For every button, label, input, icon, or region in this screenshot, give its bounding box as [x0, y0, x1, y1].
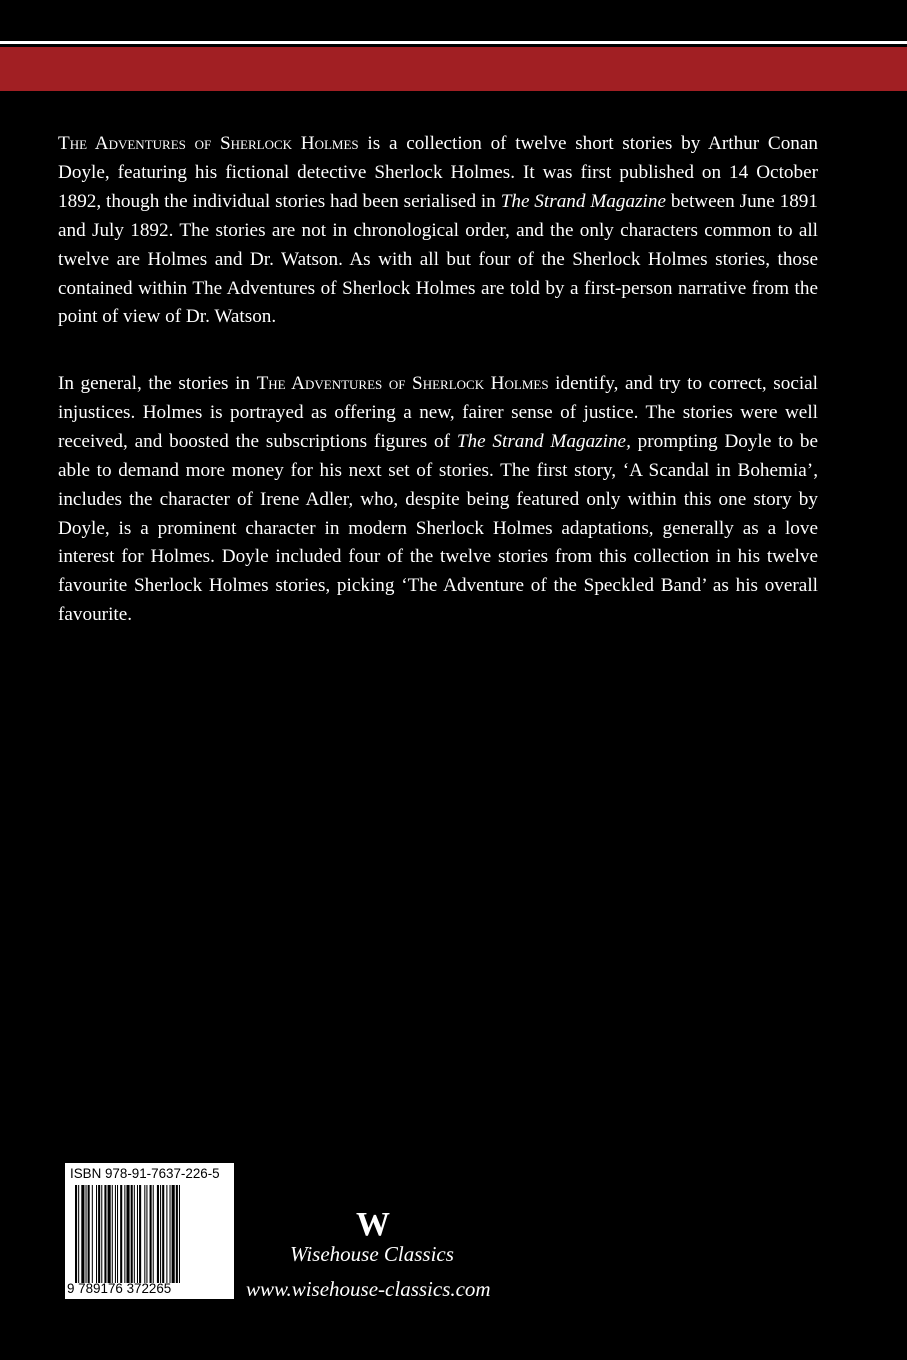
blurb-text: identify, and try to correct, social injustices. Holmes is portrayed as offering a new, fairer sense of justice. The stories were well received, and boosted the subscriptions figures of [58, 373, 819, 452]
magazine-title: The Strand Magazine [500, 190, 666, 212]
blurb-text: between June 1891 and July 1892. The stories are not in chronological order, and the only characters common to all twelve are Holmes and Dr. Watson. As with all but four of the Sherlock Holmes stories, those contained within The Adventures of Sherlock Holmes are told by a first-person narrative from the point of view of Dr. Watson. [58, 190, 818, 328]
isbn-barcode [65, 1163, 234, 1299]
logo-letter: W [356, 1206, 390, 1240]
book-title: The Adventures of Sherlock Holmes [58, 133, 359, 154]
blurb-text: prompting Doyle to be able to demand more money for his next set of stories. The first story, ‘A Scandal in Bohemia’, includes the character of Irene Adler, who, despite being featured only within this one story by Doyle, is a prominent character in modern Sherlock Holmes adaptations, generally as a love interest for Holmes. Doyle included four of the twelve stories from this collection in his twelve favourite Sherlock Holmes stories, picking ‘The Adventure of the Speckled Band’ as his overall favourite. [58, 430, 818, 626]
red-header-band [0, 47, 907, 91]
isbn-digits: 9 789176 372265 [67, 1281, 172, 1296]
magazine-title: The Strand Magazine, [456, 430, 631, 452]
wisehouse-logo [356, 1206, 390, 1240]
isbn-label: ISBN 978-91-7637-226-5 [70, 1166, 220, 1181]
blurb-paragraph-1 [58, 130, 818, 332]
blurb-paragraph-2 [58, 370, 818, 630]
book-title: The Adventures of Sherlock Holmes [256, 373, 549, 394]
blurb-text: In general, the stories in [58, 373, 257, 394]
top-white-rule [0, 41, 907, 44]
blurb-text: is a collection of twelve short stories by Arthur Conan Doyle, featuring his fictional detective Sherlock Holmes. It was first published on 14 October 1892, though the individual stories had been serialised in [58, 133, 818, 212]
barcode-bars [75, 1185, 228, 1283]
publisher-name: Wisehouse Classics [290, 1242, 454, 1266]
publisher-url[interactable]: www.wisehouse-classics.com [246, 1277, 491, 1301]
